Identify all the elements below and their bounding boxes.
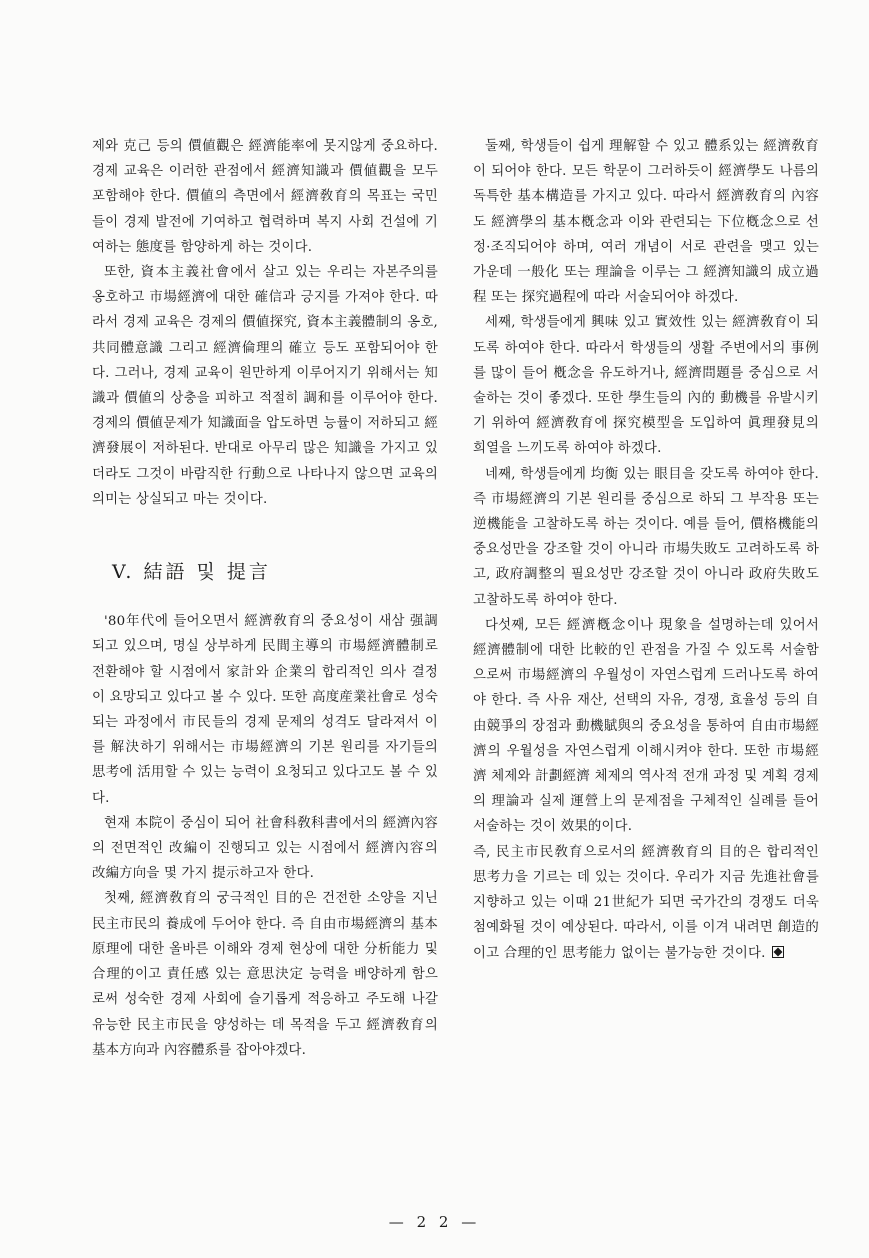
end-of-article-diamond-icon [772,946,784,958]
page-number: — 2 2 — [388,1213,481,1231]
paragraph: 네째, 학생들에게 均衡 있는 眼目을 갖도록 하여야 한다. 즉 市場經濟의 기본 원리를 중심으로 하되 그 부작용 또는 逆機能을 고찰하도록 하는 것이다. 예를 들어, 價格機能의 중요성만을 강조할 것이 아니라 市場失敗도 고려하도록 하고, 政府調整의 필요성만 강조할 것이 아니라 政府失敗도 고찰하도록 하여야 한다. [473,466,819,608]
section-heading: V. 結語 및 提言 [112,561,271,584]
paragraph: 첫째, 經濟敎育의 궁극적인 目的은 건전한 소양을 지닌 民主市民의 養成에 두어야 한다. 즉 自由市場經濟의 基本原理에 대한 올바른 이해와 경제 현상에 대한 分析能力 및 合理的이고 責任感 있는 意思決定 능력을 배양하게 함으로써 성숙한 경제 사회에 슬기롭게 적응하고 주도해 나갈 유능한 民主市民을 양성하는 데 목적을 두고 經濟敎育의 基本方向과 內容體系를 잡아야겠다. [92,891,438,1058]
paragraph: 또한, 資本主義社會에서 살고 있는 우리는 자본주의를 옹호하고 市場經濟에 대한 確信과 긍지를 가져야 한다. 따라서 경제 교육은 경제의 價値探究, 資本主義體制의 옹호, 共同體意識 그리고 經濟倫理의 確立 등도 포함되어야 한다. 그러나, 경제 교육이 원만하게 이루어지기 위해서는 知識과 價値의 상충을 피하고 적절히 調和를 이루어야 한다. 경제의 價値문제가 知識面을 압도하면 능률이 저하되고 經濟發展이 저하된다. 반대로 아무리 많은 知識을 가지고 있더라도 그것이 바람직한 行動으로 나타나지 않으면 교육의 의미는 상실되고 마는 것이다. [92,265,438,507]
paragraph: 세째, 학생들에게 興味 있고 實效性 있는 經濟敎育이 되도록 하여야 한다. 따라서 학생들의 생활 주변에서의 事例를 많이 들어 槪念을 유도하거나, 經濟問題를 중심으로 서술하는 것이 좋겠다. 또한 學生들의 內的 動機를 유발시키기 위하여 經濟敎育에 探究模型을 도입하여 眞理發見의 희열을 느끼도록 하여야 하겠다. [473,315,819,457]
paragraph: 현재 本院이 중심이 되어 社會科敎科書에서의 經濟內容의 전면적인 改編이 진행되고 있는 시점에서 經濟內容의 改編方向을 몇 가지 提示하고자 한다. [92,815,438,882]
left-column [92,134,438,1063]
paragraph: 다섯째, 모든 經濟槪念이나 現象을 설명하는데 있어서 經濟體制에 대한 比較的인 관점을 가질 수 있도록 서술함으로써 市場經濟의 우월성이 자연스럽게 드러나도록 하여야 한다. 즉 사유 재산, 선택의 자유, 경쟁, 효율성 등의 自由競爭의 장점과 動機賦與의 중요성을 통하여 自由市場經濟의 우월성을 자연스럽게 이해시켜야 한다. 또한 市場經濟 체제와 計劃經濟 체제의 역사적 전개 과정 및 계획 경제의 理論과 실제 運營上의 문제점을 구체적인 실례를 들어 서술하는 것이 效果的이다. [473,617,819,835]
right-column [473,134,819,966]
paragraph: '80年代에 들어오면서 經濟敎育의 중요성이 새삼 强調되고 있으며, 명실 상부하게 民間主導의 市場經濟體制로 전환해야 할 시점에서 家計와 企業의 합리적인 의사 결정이 요망되고 있다고 볼 수 있다. 또한 高度産業社會로 성숙되는 과정에서 市民들의 경제 문제의 성격도 달라져서 이를 解決하기 위해서는 市場經濟의 기본 원리를 자기들의 思考에 活用할 수 있는 능력이 요청되고 있다고도 볼 수 있다. [92,614,438,806]
paragraph: 즉, 民主市民敎育으로서의 經濟敎育의 目的은 합리적인 思考力을 기르는 데 있는 것이다. 우리가 지금 先進社會를 지향하고 있는 이때 21世紀가 되면 국가간의 경쟁도 더욱 첨예화될 것이 예상된다. 따라서, 이를 이겨 내려면 創造的이고 合理的인 思考能力 없이는 불가능한 것이다. [473,844,819,961]
paragraph: 제와 克己 등의 價値觀은 經濟能率에 못지않게 중요하다. 경제 교육은 이러한 관점에서 經濟知識과 價値觀을 모두 포함해야 한다. 價値의 측면에서 經濟敎育의 목표는 국민들이 경제 발전에 기여하고 협력하며 복지 사회 건설에 기여하는 態度를 함양하게 하는 것이다. [92,139,438,255]
paragraph: 둘째, 학생들이 쉽게 理解할 수 있고 體系있는 經濟敎育이 되어야 한다. 모든 학문이 그러하듯이 經濟學도 나름의 독특한 基本構造를 가지고 있다. 따라서 經濟敎育의 內容도 經濟學의 基本槪念과 이와 관련되는 下位槪念으로 선정·조직되어야 하며, 여러 개념이 서로 관련을 맺고 있는 가운데 一般化 또는 理論을 이루는 그 經濟知識의 成立過程 또는 探究過程에 따라 서술되어야 하겠다. [473,139,819,306]
